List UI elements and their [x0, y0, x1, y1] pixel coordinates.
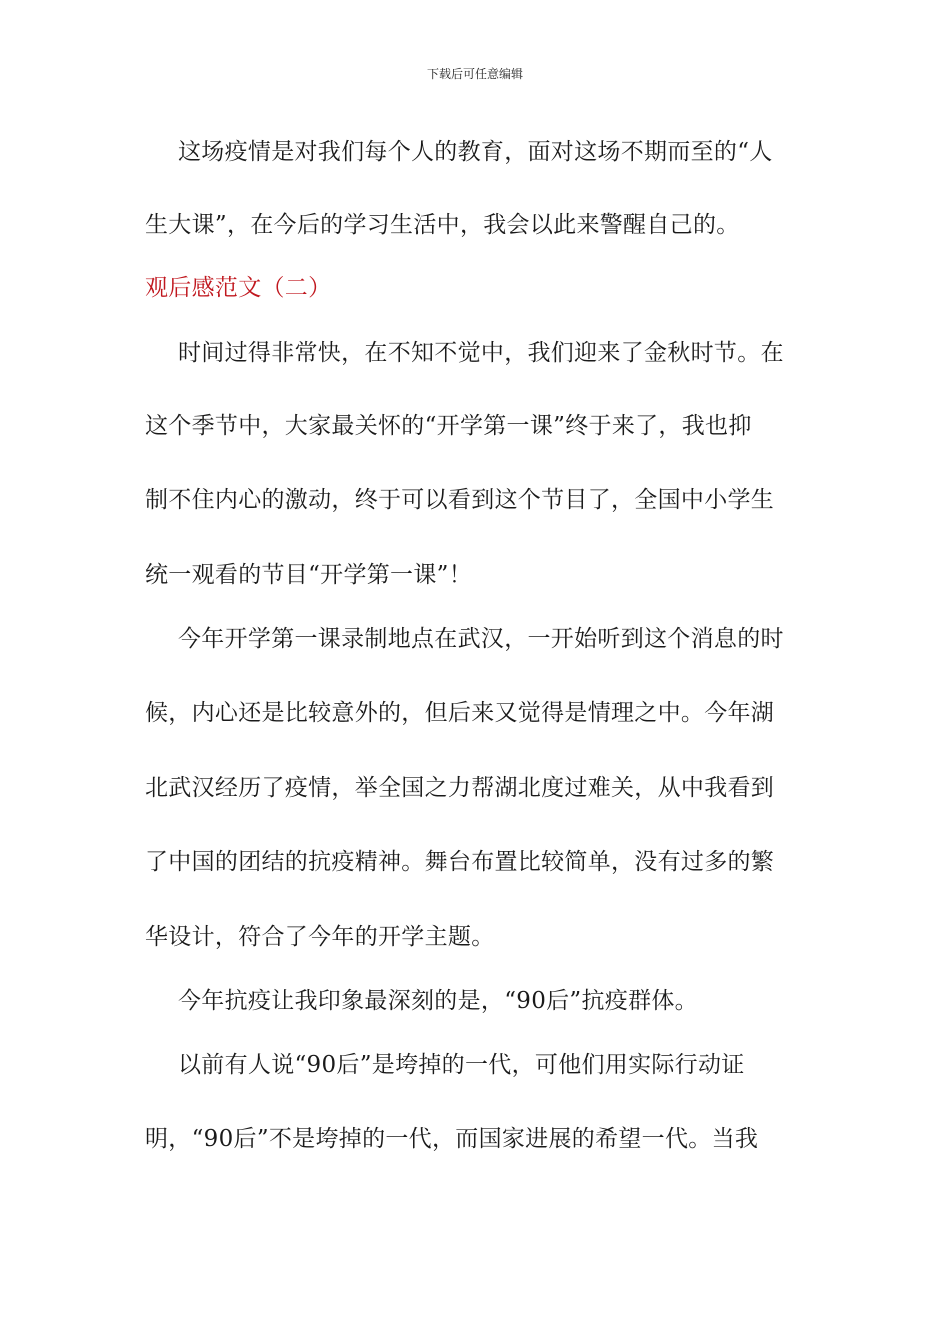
paragraph-line: 统一观看的节目“开学第一课”！: [145, 562, 473, 588]
paragraph-line: 以前有人说“90后”是垮掉的一代，可他们用实际行动证: [178, 1052, 745, 1078]
paragraph-line: 华设计，符合了今年的开学主题。: [145, 924, 495, 950]
paragraph-line: 这场疫情是对我们每个人的教育，面对这场不期而至的“人: [178, 139, 773, 165]
page-header: 下载后可任意编辑: [426, 67, 523, 81]
paragraph-line: 今年开学第一课录制地点在武汉，一开始听到这个消息的时: [178, 626, 784, 652]
paragraph-line: 了中国的团结的抗疫精神。舞台布置比较简单，没有过多的繁: [145, 849, 775, 875]
paragraph-line: 今年抗疫让我印象最深刻的是，“90后”抗疫群体。: [178, 988, 698, 1014]
paragraph-line: 候，内心还是比较意外的，但后来又觉得是情理之中。今年湖: [145, 700, 775, 726]
paragraph-line: 这个季节中，大家最关怀的“开学第一课”终于来了，我也抑: [145, 413, 752, 439]
section-heading: 观后感范文（二）: [145, 275, 332, 301]
paragraph-line: 生大课”，在今后的学习生活中，我会以此来警醒自己的。: [145, 212, 740, 238]
paragraph-line: 制不住内心的激动，终于可以看到这个节目了，全国中小学生: [145, 487, 775, 513]
paragraph-line: 时间过得非常快，在不知不觉中，我们迎来了金秋时节。在: [178, 340, 784, 366]
paragraph-line: 明，“90后”不是垮掉的一代，而国家进展的希望一代。当我: [145, 1126, 759, 1152]
paragraph-line: 北武汉经历了疫情，举全国之力帮湖北度过难关，从中我看到: [145, 775, 775, 801]
